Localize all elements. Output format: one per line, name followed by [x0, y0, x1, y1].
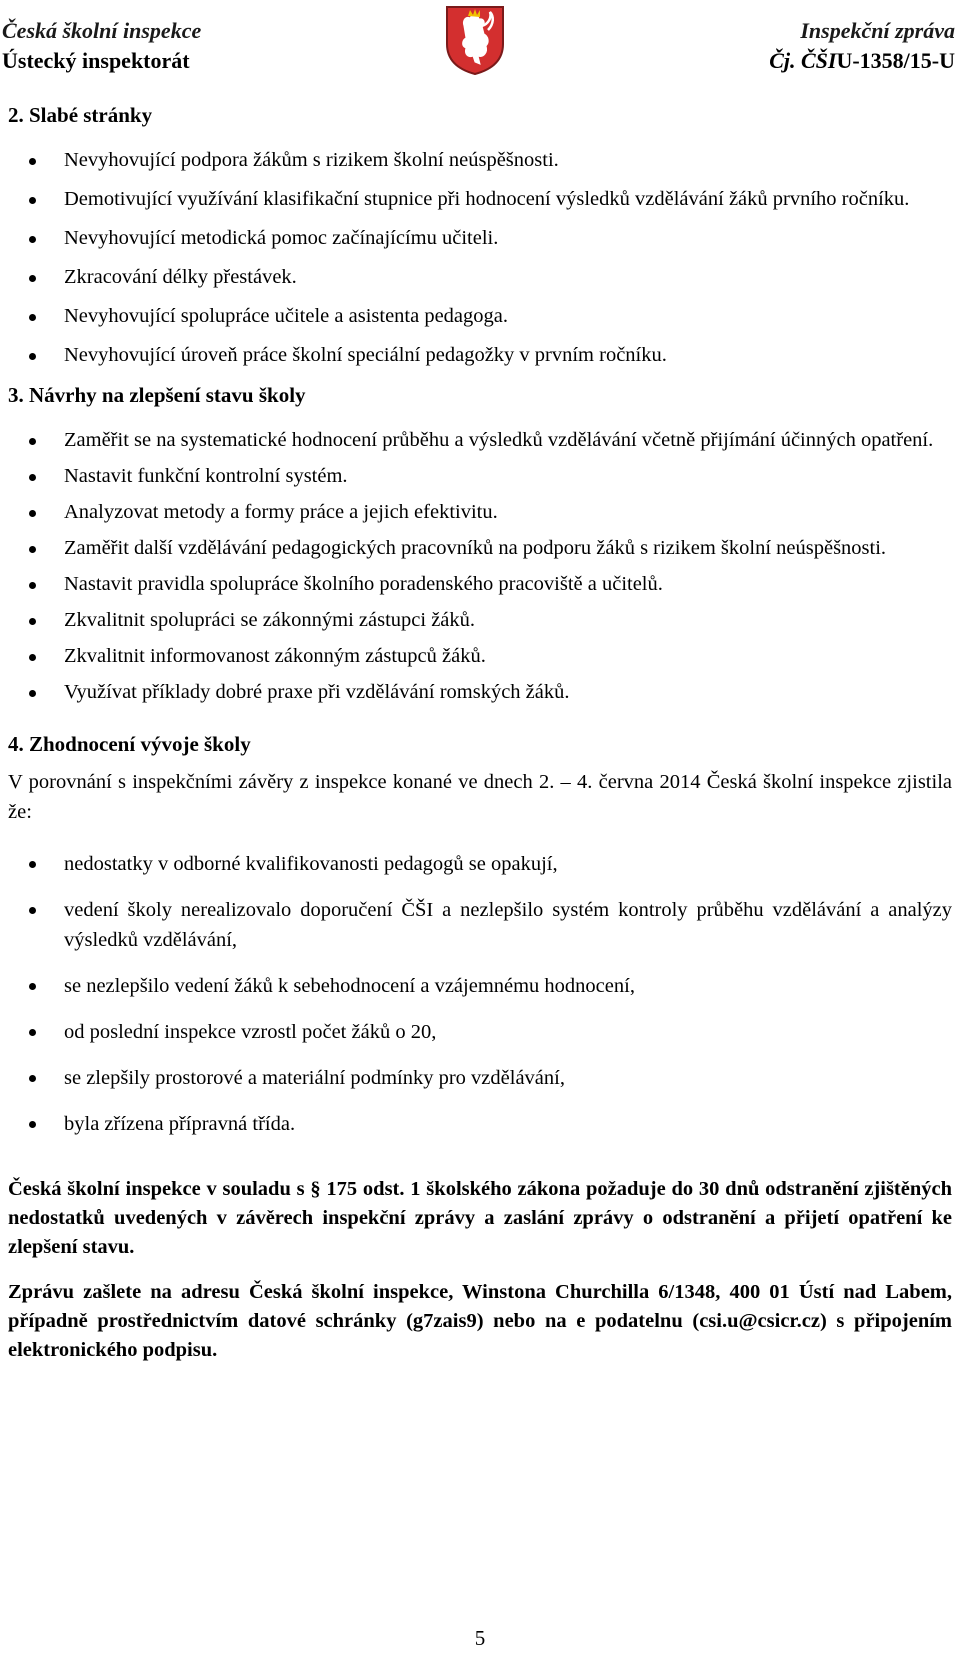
section-weaknesses — [8, 100, 952, 370]
list-item: Nastavit funkční kontrolní systém. — [8, 462, 952, 491]
submission-address-notice: Zprávu zašlete na adresu Česká školní inspekce, Winstona Churchilla 6/1348, 400 01 Ústí nad Labem, případně prostřednictvím datové schránky (g7zais9) nebo na e podatelnu (csi.u@csicr.cz) s připojením elektronického podpisu. — [8, 1281, 952, 1361]
czech-lion-emblem-icon — [444, 4, 506, 76]
list-item: se zlepšily prostorové a materiální podmínky pro vzdělávání, — [8, 1063, 952, 1093]
list-item: od poslední inspekce vzrostl počet žáků o 20, — [8, 1017, 952, 1047]
section-intro: V porovnání s inspekčními závěry z inspekce konané ve dnech 2. – 4. června 2014 Česká školní inspekce zjistila že: — [8, 771, 952, 823]
list-item: Analyzovat metody a formy práce a jejich efektivitu. — [8, 498, 952, 527]
section-heading: 3. Návrhy na zlepšení stavu školy — [8, 383, 306, 407]
header-right — [769, 16, 955, 76]
list-item: Nastavit pravidla spolupráce školního poradenského pracoviště a učitelů. — [8, 570, 952, 599]
list-item: Využívat příklady dobré praxe při vzdělávání romských žáků. — [8, 678, 952, 707]
remedy-requirement-notice: Česká školní inspekce v souladu s § 175 odst. 1 školského zákona požaduje do 30 dnů odstranění zjištěných nedostatků uvedených v závěrech inspekční zprávy a zaslání zprávy o odstranění a přijetí opatření ke zlepšení stavu. — [8, 1178, 952, 1258]
list-item: se nezlepšilo vedení žáků k sebehodnocení a vzájemnému hodnocení, — [8, 971, 952, 1001]
list-item: vedení školy nerealizovalo doporučení ČŠI a nezlepšilo systém kontroly průběhu vzdělávání a analýzy výsledků vzdělávání, — [8, 895, 952, 955]
list-item: Zkracování délky přestávek. — [8, 263, 952, 292]
institution-name: Česká školní inspekce — [2, 18, 202, 43]
list-item: Zaměřit se na systematické hodnocení průběhu a výsledků vzdělávání včetně přijímání účinných opatření. — [8, 426, 952, 455]
list-item: Nevyhovující podpora žákům s rizikem školní neúspěšnosti. — [8, 146, 952, 175]
list-item: Nevyhovující metodická pomoc začínajícímu učiteli. — [8, 224, 952, 253]
findings-list — [8, 849, 952, 1139]
header-left — [2, 16, 201, 76]
document-body — [8, 100, 952, 1365]
reference-suffix: U-1358/15-U — [836, 48, 955, 73]
section-heading: 4. Zhodnocení vývoje školy — [8, 732, 251, 756]
page-number: 5 — [474, 1626, 486, 1650]
list-item: Nevyhovující úroveň práce školní speciální pedagožky v prvním ročníku. — [8, 341, 952, 370]
list-item: Demotivující využívání klasifikační stupnice při hodnocení výsledků vzdělávání žáků prvního ročníku. — [8, 185, 952, 214]
inspectorate-name: Ústecký inspektorát — [2, 48, 190, 73]
section-improvement-proposals — [8, 380, 952, 707]
list-item: Zkvalitnit informovanost zákonným zástupců žáků. — [8, 642, 952, 671]
proposals-list — [8, 426, 952, 707]
list-item: Nevyhovující spolupráce učitele a asistenta pedagoga. — [8, 302, 952, 331]
reference-number — [769, 46, 955, 76]
list-item: Zaměřit další vzdělávání pedagogických pracovníků na podporu žáků s rizikem školní neúspěšnosti. — [8, 534, 952, 563]
section-school-development — [8, 729, 952, 1139]
section-heading: 2. Slabé stránky — [8, 103, 153, 127]
weaknesses-list — [8, 146, 952, 370]
list-item: byla zřízena přípravná třída. — [8, 1109, 952, 1139]
reference-prefix: Čj. ČŠI — [769, 48, 837, 73]
list-item: nedostatky v odborné kvalifikovanosti pedagogů se opakují, — [8, 849, 952, 879]
list-item: Zkvalitnit spolupráci se zákonnými zástupci žáků. — [8, 606, 952, 635]
report-title: Inspekční zpráva — [800, 18, 955, 43]
